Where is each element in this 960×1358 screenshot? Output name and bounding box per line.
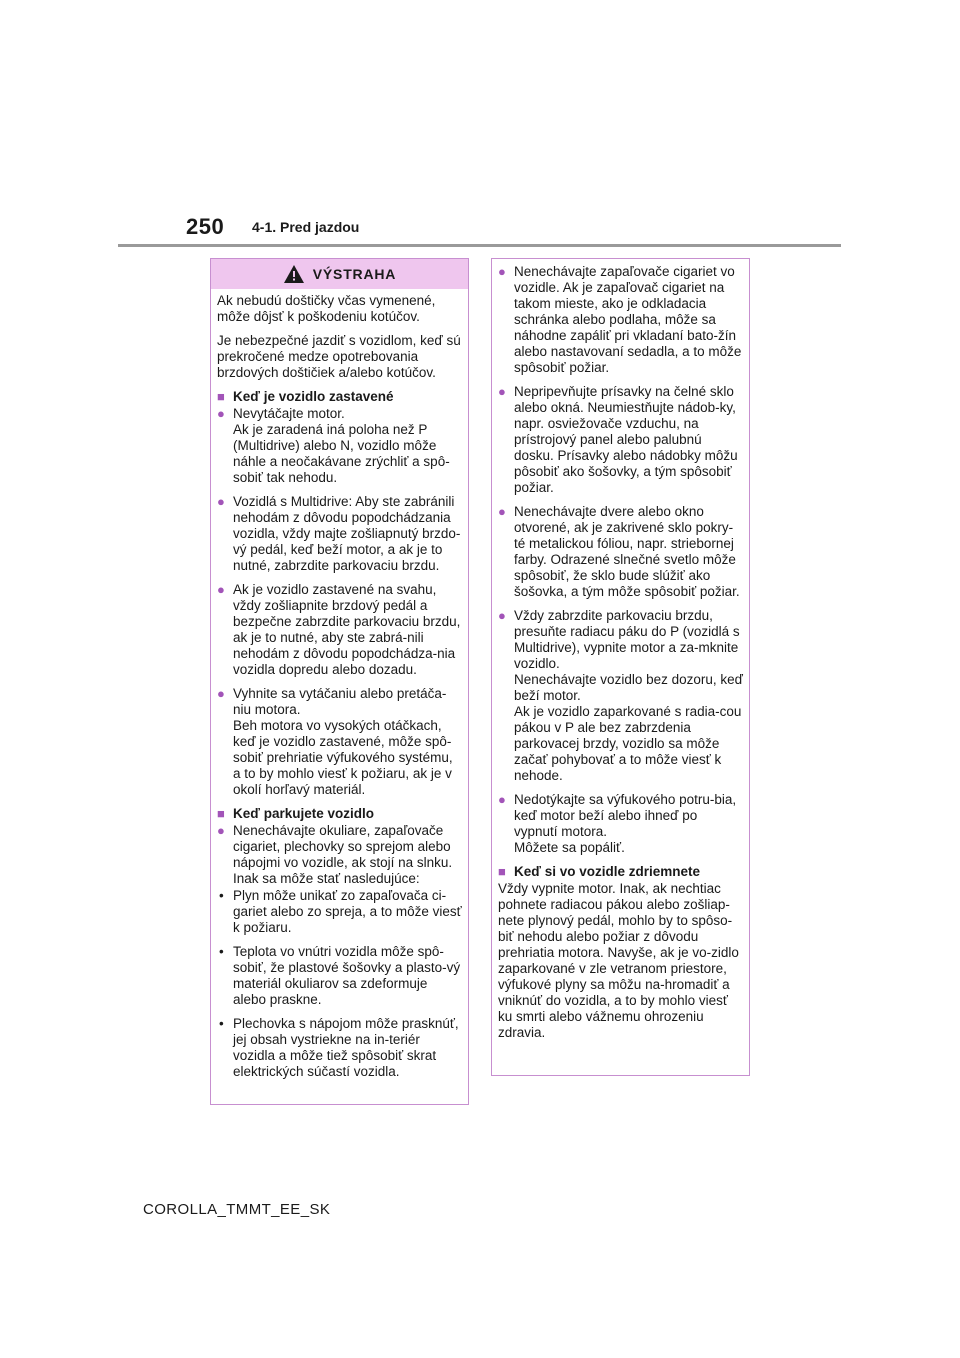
circle-bullet: ● [217, 823, 225, 838]
subheading-text: Keď parkujete vozidlo [233, 806, 374, 821]
warning-box-right [491, 258, 750, 1076]
dot-bullet: • [219, 888, 224, 903]
list-item [498, 384, 743, 496]
circle-bullet: ● [498, 792, 506, 807]
list-item-text: Vždy zabrzdite parkovaciu brzdu, presuňte radiacu páku do P (vozidlá s Multidrive), vypnite motor a za-mknite vozidlo. Nenechávajte vozidlo bez dozoru, keď beží motor. Ak je vozidlo zaparkované s radia-cou pákou v P ale bez zabrzdenia parkovacej brzdy, vozidlo sa môže začať pohybovať a to môže viesť k nehode. [514, 608, 743, 783]
circle-bullet: ● [217, 582, 225, 597]
list-item-text: Ak je vozidlo zastavené na svahu, vždy zošliapnite brzdový pedál a bezpečne zabrzdite parkovaciu brzdu, ak je to nutné, aby ste zabrá-nili nehodám z dôvodu popodchádza-nia vozidla dopredu alebo dozadu. [233, 582, 461, 677]
header-divider [118, 244, 841, 247]
list-item-text: Nenechávajte dvere alebo okno otvorené, ak je zakrivené sklo pokry-té metalickou fóliou, napr. striebornej farby. Odrazené slnečné svetlo môže spôsobiť, že sklo bude slúžiť ako šošovka, a tým môže spôsobiť požiar. [514, 504, 740, 599]
list-item [498, 504, 743, 600]
sub-list-item-text: Plechovka s nápojom môže prasknúť, jej obsah vystriekne na in-teriér vozidla a môže tiež spôsobiť skrat elektrických súčastí vozidla. [233, 1016, 459, 1079]
sub-list-item-text: Plyn môže unikať zo zapaľovača ci-gariet alebo zo spreja, a to môže viesť k požiaru. [233, 888, 462, 935]
sub-list-item [217, 944, 462, 1008]
subheading [217, 389, 462, 405]
list-item [217, 823, 462, 887]
sub-list-item [217, 888, 462, 936]
circle-bullet: ● [498, 608, 506, 623]
page-number: 250 [186, 214, 225, 239]
warning-header [211, 259, 468, 289]
list-item [498, 792, 743, 856]
warning-box-left [210, 258, 469, 1105]
document-code: COROLLA_TMMT_EE_SK [143, 1201, 331, 1218]
section-title: 4-1. Pred jazdou [252, 219, 360, 235]
circle-bullet: ● [498, 264, 506, 279]
warning-title: VÝSTRAHA [312, 266, 397, 282]
subheading-text: Keď je vozidlo zastavené [233, 389, 394, 404]
list-item [217, 582, 462, 678]
list-item [217, 494, 462, 574]
sub-list-item [217, 1016, 462, 1080]
list-item-text: Nenechávajte zapaľovače cigariet vo vozidle. Ak je zapaľovač cigariet na takom mieste, ako je odkladacia schránka alebo podlaha, môže sa náhodne zapáliť pri vkladaní bato-žín alebo nastavovaní sedadla, a to môže spôsobiť požiar. [514, 264, 742, 375]
circle-bullet: ● [498, 504, 506, 519]
list-item [217, 406, 462, 486]
square-bullet: ■ [498, 864, 506, 879]
list-item-text: Vyhnite sa vytáčaniu alebo pretáča-niu motora. Beh motora vo vysokých otáčkach, keď je vozidlo zastavené, môže spô-sobiť prehriatie výfukového systému, a to by mohlo viesť k požiaru, ak je v okolí horľavý materiál. [233, 686, 453, 797]
subheading [217, 806, 462, 822]
square-bullet: ■ [217, 806, 225, 821]
circle-bullet: ● [217, 686, 225, 701]
dot-bullet: • [219, 944, 224, 959]
list-item [498, 608, 743, 784]
subheading [498, 864, 743, 880]
paragraph: Ak nebudú doštičky včas vymenené, môže dôjsť k poškodeniu kotúčov. [217, 293, 436, 324]
list-item [217, 686, 462, 798]
circle-bullet: ● [498, 384, 506, 399]
dot-bullet: • [219, 1016, 224, 1031]
warning-triangle-icon [283, 264, 305, 284]
list-item-text: Nenechávajte okuliare, zapaľovače cigariet, plechovky so sprejom alebo nápojmi vo vozidle, ak stojí na slnku. Inak sa môže stať nasledujúce: [233, 823, 453, 886]
square-bullet: ■ [217, 389, 225, 404]
sub-list-item-text: Teplota vo vnútri vozidla môže spô-sobiť, že plastové šošovky a plasto-vý materiál okuliarov sa zdeformuje alebo praskne. [233, 944, 461, 1007]
list-item [498, 264, 743, 376]
list-item-text: Vozidlá s Multidrive: Aby ste zabránili nehodám z dôvodu popodchádzania vozidla, vždy majte zošliapnutý brzdo-vý pedál, keď beží motor, a ak je to nutné, zabrzdite parkovaciu brzdu. [233, 494, 461, 573]
circle-bullet: ● [217, 494, 225, 509]
paragraph: Vždy vypnite motor. Inak, ak nechtiac pohnete radiacou pákou alebo zošliap-nete plynový pedál, mohlo by to spôso-biť nehodu alebo požiar z dôvodu prehriatia motora. Navyše, ak je vo-zidlo zaparkované v zle vetranom priestore, výfukové plyny sa môžu na-hromadiť a vniknúť do vozidla, a to by mohlo viesť ku smrti alebo vážnemu ohrozeniu zdravia. [498, 881, 739, 1040]
circle-bullet: ● [217, 406, 225, 421]
list-item-text: Nevytáčajte motor. Ak je zaradená iná poloha než P (Multidrive) alebo N, vozidlo môže náhle a neočakávane zrýchliť a spô-sobiť tak nehodu. [233, 406, 450, 485]
list-item-text: Nedotýkajte sa výfukového potru-bia, keď motor beží alebo ihneď po vypnutí motora. Môžete sa popáliť. [514, 792, 737, 855]
list-item-text: Nepripevňujte prísavky na čelné sklo alebo okná. Neumiestňujte nádob-ky, napr. osviežovače vzduchu, na prístrojový panel alebo palubnú dosku. Prísavky alebo nádobky môžu pôsobiť ako šošovky, a tým spôsobiť požiar. [514, 384, 738, 495]
subheading-text: Keď si vo vozidle zdriemnete [514, 864, 701, 879]
paragraph: Je nebezpečné jazdiť s vozidlom, keď sú prekročené medze opotrebovania brzdových doštičiek a/alebo kotúčov. [217, 333, 461, 380]
